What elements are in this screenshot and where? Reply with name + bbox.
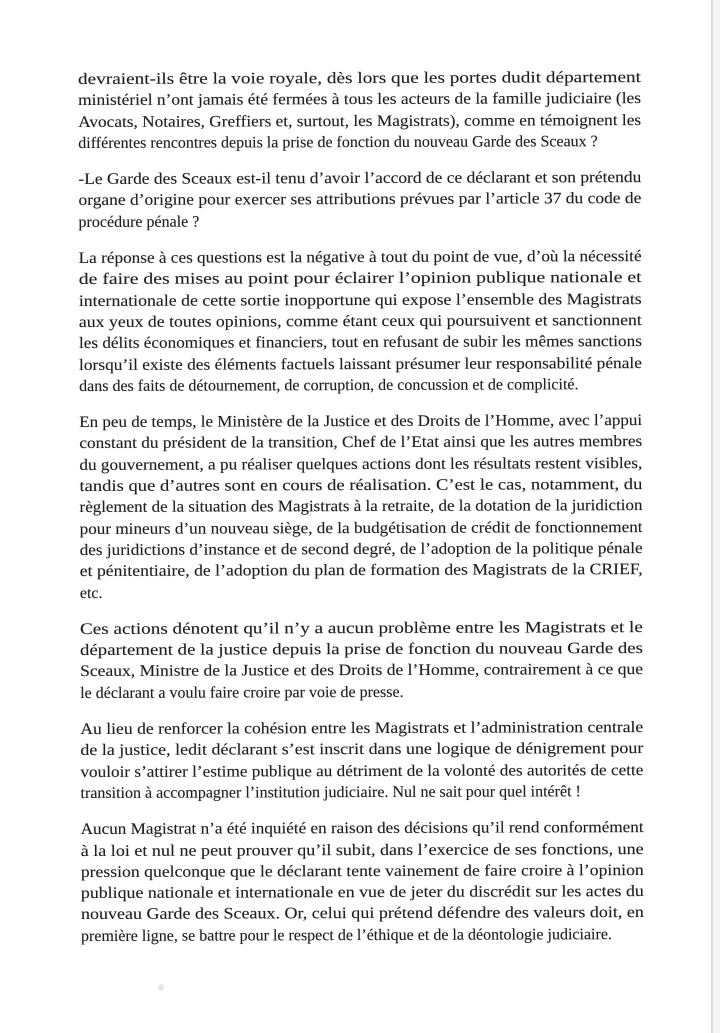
text-line: etc. (79, 584, 103, 602)
text-line: En peu de temps, le Ministère de la Justice et des Droits de l’Homme, avec l’appui (79, 412, 643, 432)
text-line: pour mineurs d’un nouveau siège, de la budgétisation de crédit de fonctionnement (79, 518, 643, 538)
text-line: aux yeux de toutes opinions, comme étant ceux qui poursuivent et sanctionnent (78, 312, 642, 331)
text-line: vouloir s’attirer l’estime publique au détriment de la volonté des autorités de cette (80, 761, 644, 781)
text-line: procédure pénale ? (78, 213, 200, 231)
text-line: internationale de cette sortie inopportune qui expose l’ensemble des Magistrats (78, 290, 642, 310)
scan-edge-line (711, 0, 713, 1033)
paragraph (78, 67, 641, 154)
text-line: Avocats, Notaires, Greffiers et, surtout, les Magistrats), comme en témoignent les (78, 111, 642, 131)
text-line: le déclarant a voulu faire croire par voie de presse. (80, 683, 404, 702)
scan-speck (158, 984, 164, 991)
text-line: règlement de la situation des Magistrats à la retraite, de la dotation de la juridiction (79, 497, 643, 517)
text-line: devraient-ils être la voie royale, dès lors que les portes dudit département (78, 69, 641, 88)
paragraph (79, 246, 643, 397)
text-line: département de la justice depuis la prise de fonction du nouveau Garde des (80, 640, 643, 660)
text-line: ministériel n’ont jamais été fermées à tous les acteurs de la famille judiciaire (les (78, 90, 642, 110)
paragraph (80, 717, 643, 804)
text-line: dans des faits de détournement, de corruption, de concussion et de complicité. (79, 376, 579, 395)
text-line: Ces actions dénotent qu’il n’y a aucun problème entre les Magistrats et le (79, 618, 643, 638)
paragraph (79, 410, 643, 604)
text-line: La réponse à ces questions est la négative à tout du point de vue, d’où la nécessité (78, 248, 642, 268)
text-line: des juridictions d’instance et de second degré, de l’adoption de la politique pénale (79, 539, 643, 559)
text-line: de la justice, ledit déclarant s’est inscrit dans une logique de dénigrement pour (80, 740, 644, 760)
text-line: constant du président de la transition, Chef de l’Etat ainsi que les autres membres (79, 433, 643, 453)
text-line: pression quelconque que le déclarant tente vainement de faire croire à l’opinion (80, 861, 644, 881)
text-line: première ligne, se battre pour le respect de l’éthique et de la déontologie judiciaire. (80, 925, 612, 945)
text-line: organe d’origine pour exercer ses attributions prévues par l’article 37 du code de (78, 190, 642, 210)
paragraph (78, 167, 641, 233)
text-line: Aucun Magistrat n’a été inquiété en raison des décisions qu’il rend conformément (80, 819, 644, 839)
text-block (78, 67, 644, 962)
text-line: à la loi et nul ne peut prouver qu’il subit, dans l’exercice de ses fonctions, une (80, 840, 644, 860)
text-line: lorsqu’il existe des éléments factuels laissant présumer leur responsabilité pénale (79, 354, 642, 374)
text-line: du gouvernement, a pu réaliser quelques actions dont les résultats restent visibles, (79, 454, 643, 474)
text-line: -Le Garde des Sceaux est-il tenu d’avoir l’accord de ce déclarant et son prétendu (78, 169, 642, 189)
text-line: différentes rencontres depuis la prise de fonction du nouveau Garde des Sceaux ? (78, 133, 598, 152)
paragraph (80, 617, 643, 704)
text-line: tandis que d’autres sont en cours de réalisation. C’est le cas, notamment, du (79, 476, 643, 496)
text-line: transition à accompagner l’institution judiciaire. Nul ne sait pour quel intérêt ! (80, 783, 581, 802)
text-line: Sceaux, Ministre de la Justice et des Droits de l’Homme, contrairement à ce que (80, 661, 644, 681)
text-line: nouveau Garde des Sceaux. Or, celui qui prétend défendre des valeurs doit, en (80, 904, 644, 924)
text-line: Au lieu de renforcer la cohésion entre les Magistrats et l’administration centrale (80, 719, 644, 739)
scan-edge-strip (713, 0, 720, 1033)
text-line: de faire des mises au point pour éclairer l’opinion publique nationale et (78, 269, 642, 289)
text-line: et pénitentiaire, de l’adoption du plan de formation des Magistrats de la CRIEF, (79, 561, 643, 581)
text-line: les délits économiques et financiers, tout en refusant de subir les mêmes sanctions (78, 333, 642, 353)
paragraph (81, 817, 644, 947)
text-line: publique nationale et internationale en vue de jeter du discrédit sur les actes du (80, 883, 644, 903)
